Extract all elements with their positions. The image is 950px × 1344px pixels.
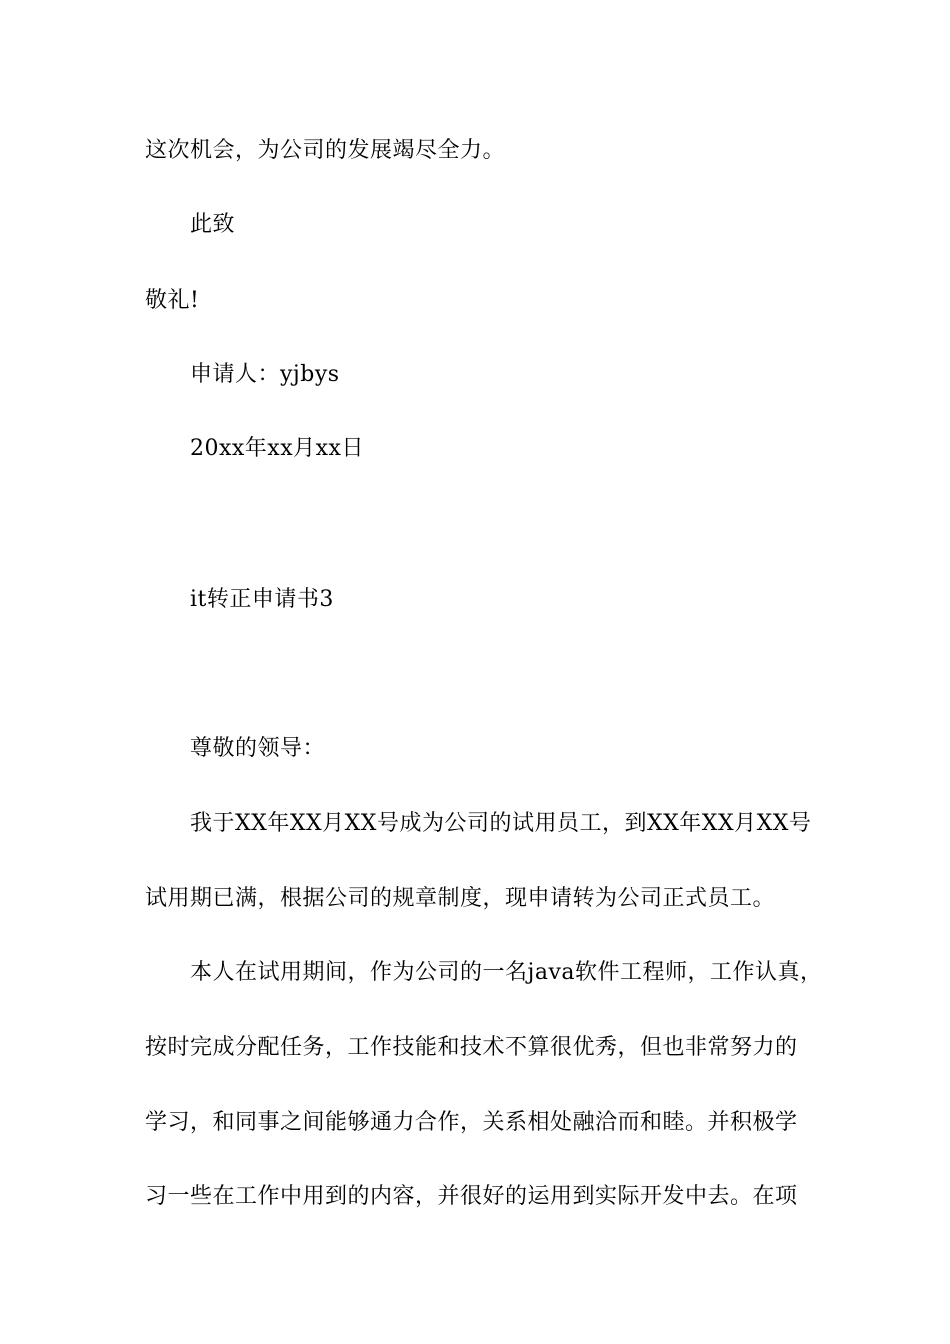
body-line-1: 我于XX年XX月XX号成为公司的试用员工，到XX年XX月XX号 [190,811,812,836]
body-line-4: 按时完成分配任务，工作技能和技术不算很优秀，但也非常努力的 [145,1035,798,1060]
body-line-6: 习一些在工作中用到的内容，并很好的运用到实际开发中去。在项 [145,1184,798,1209]
salutation-jingli: 敬礼! [145,288,200,313]
applicant-line: 申请人：yjbys [190,362,340,387]
body-line-5: 学习，和同事之间能够通力合作，关系相处融洽而和睦。并积极学 [145,1110,798,1135]
greeting-line: 尊敬的领导： [190,736,326,761]
body-line-2: 试用期已满，根据公司的规章制度，现申请转为公司正式员工。 [145,886,776,911]
body-line-3: 本人在试用期间，作为公司的一名java软件工程师，工作认真， [190,960,823,985]
paragraph-closing-line: 这次机会，为公司的发展竭尽全力。 [145,138,506,163]
date-line: 20xx年xx月xx日 [190,436,364,461]
salutation-cizhi: 此致 [190,212,236,237]
section-title: it转正申请书3 [190,587,334,612]
